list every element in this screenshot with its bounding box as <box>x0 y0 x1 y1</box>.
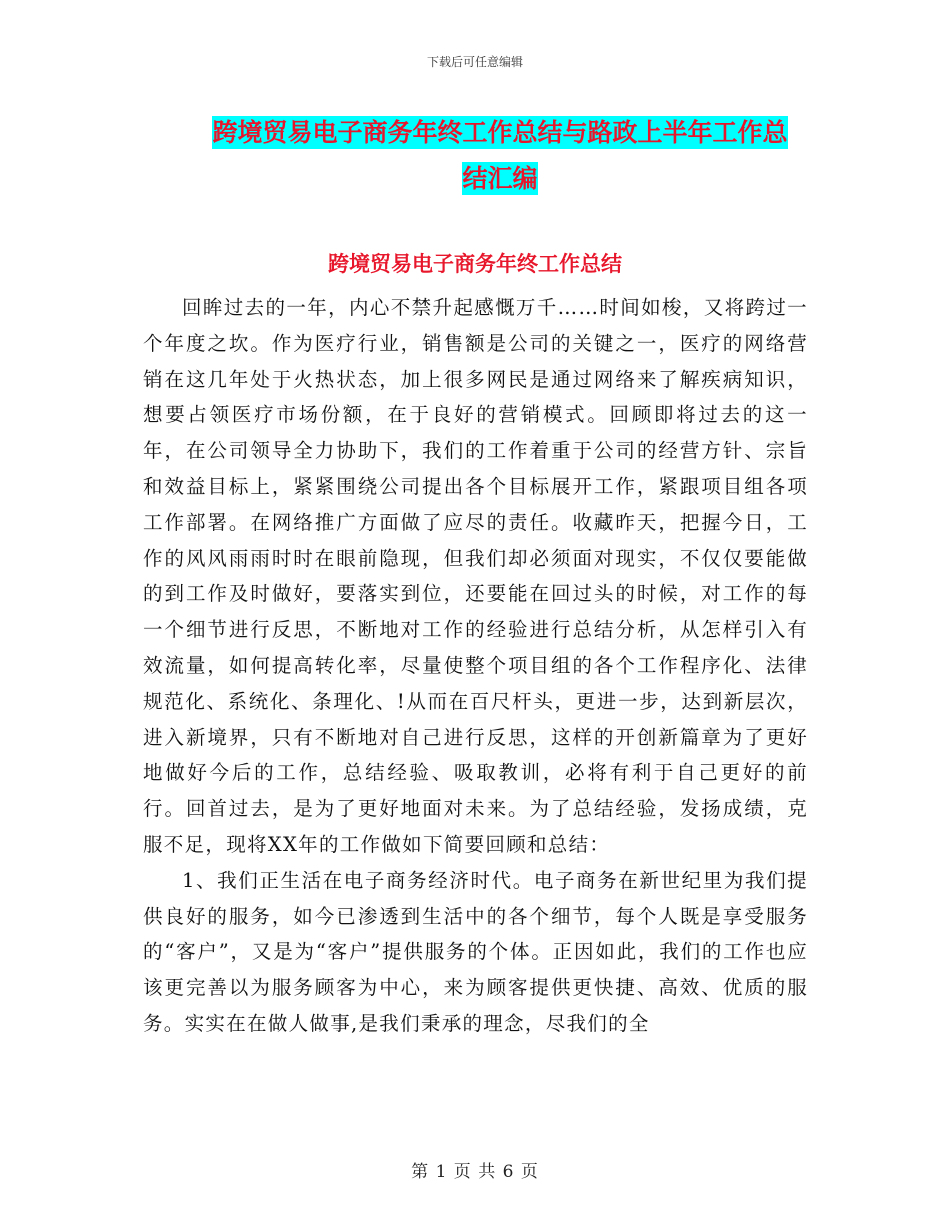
page-number: 第 1 页 共 6 页 <box>411 1162 539 1182</box>
paragraph-1: 回眸过去的一年，内心不禁升起感慨万千……时间如梭，又将跨过一个年度之坎。作为医疗行业，销售额是公司的关键之一，医疗的网络营销在这几年处于火热状态，加上很多网民是通过网络来了解疾病知识，想要占领医疗市场份额，在于良好的营销模式。回顾即将过去的这一年，在公司领导全力协助下，我们的工作着重于公司的经营方针、宗旨和效益目标上，紧紧围绕公司提出各个目标展开工作，紧跟项目组各项工作部署。在网络推广方面做了应尽的责任。收藏昨天，把握今日，工作的风风雨雨时时在眼前隐现，但我们却必须面对现实，不仅仅要能做的到工作及时做好，要落实到位，还要能在回过头的时候，对工作的每一个细节进行反思，不断地对工作的经验进行总结分析，从怎样引入有效流量，如何提高转化率，尽量使整个项目组的各个工作程序化、法律规范化、系统化、条理化、!从而在百尺杆头，更进一步，达到新层次，进入新境界，只有不断地对自己进行反思，这样的开创新篇章为了更好地做好今后的工作，总结经验、吸取教训，必将有利于自己更好的前行。回首过去，是为了更好地面对未来。为了总结经验，发扬成绩，克服不足，现将XX年的工作做如下简要回顾和总结： <box>143 296 808 856</box>
body-text <box>143 290 808 1042</box>
document-title-line-2: 结汇编 <box>462 164 538 193</box>
paragraph-2: 1、我们正生活在电子商务经济时代。电子商务在新世纪里为我们提供良好的服务，如今已渗透到生活中的各个细节，每个人既是享受服务的“客户”，又是为“客户”提供服务的个体。正因如此，我们的工作也应该更完善以为服务顾客为中心，来为顾客提供更快捷、高效、优质的服务。实实在在做人做事,是我们秉承的理念，尽我们的全 <box>143 868 808 1035</box>
header-note: 下载后可任意编辑 <box>426 55 523 69</box>
section-title: 跨境贸易电子商务年终工作总结 <box>328 251 622 276</box>
document-title <box>160 110 840 202</box>
document-title-line-1: 跨境贸易电子商务年终工作总结与路政上半年工作总 <box>212 118 788 147</box>
